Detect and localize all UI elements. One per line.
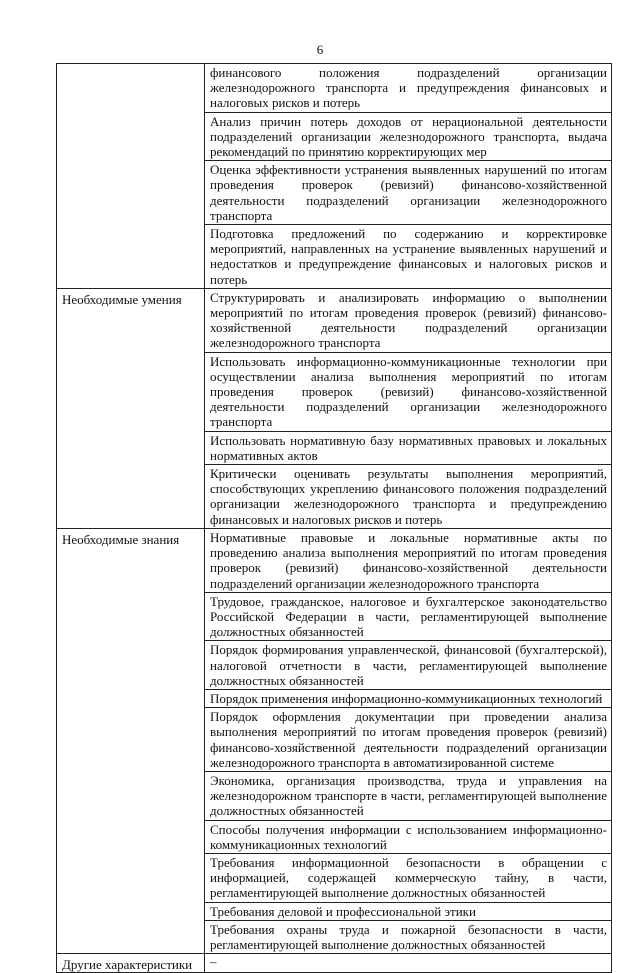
row-items xyxy=(205,288,612,528)
list-item: Трудовое, гражданское, налоговое и бухгалтерское законодательство Российской Федерации в части, регламентирующей выполнение должностных обязанностей xyxy=(205,592,611,641)
list-item: Использовать информационно-коммуникационные технологии при осуществлении анализа выполнения мероприятий по итогам проведения проверок (ревизий) финансово-хозяйственной деятельности подразделений организации железнодорожного транспорта xyxy=(205,352,611,431)
table-row xyxy=(57,288,612,528)
list-item: Способы получения информации с использованием информационно-коммуникационных технологий xyxy=(205,820,611,853)
table-row xyxy=(57,528,612,953)
row-label: Необходимые умения xyxy=(57,288,205,528)
table-row xyxy=(57,954,612,973)
list-item: Анализ причин потерь доходов от нерациональной деятельности подразделений организации железнодорожного транспорта, выдача рекомендаций по принятию корректирующих мер xyxy=(205,112,611,161)
row-label: Другие характеристики xyxy=(57,954,205,973)
list-item: Требования информационной безопасности в обращении с информацией, содержащей коммерческую тайну, в части, регламентирующей выполнение должностных обязанностей xyxy=(205,853,611,902)
list-item: Требования деловой и профессиональной этики xyxy=(205,902,611,920)
list-item: Требования охраны труда и пожарной безопасности в части, регламентирующей выполнение должностных обязанностей xyxy=(205,920,611,953)
list-item: Экономика, организация производства, труда и управления на железнодорожном транспорте в части, регламентирующей выполнение должностных обязанностей xyxy=(205,771,611,820)
row-label xyxy=(57,64,205,289)
list-item: Подготовка предложений по содержанию и корректировке мероприятий, направленных на устранение выявленных нарушений и недостатков и предупреждение финансовых и налоговых рисков и потерь xyxy=(205,224,611,288)
list-item: Использовать нормативную базу нормативных правовых и локальных нормативных актов xyxy=(205,431,611,464)
list-item: финансового положения подразделений организации железнодорожного транспорта и предупреждения финансовых и налоговых рисков и потерь xyxy=(210,65,607,111)
row-label: Необходимые знания xyxy=(57,528,205,953)
list-item: Структурировать и анализировать информацию о выполнении мероприятий по итогам проведения проверок (ревизий) финансово-хозяйственной деятельности подразделений организации железнодорожного транспорта xyxy=(210,289,607,351)
table-row xyxy=(57,64,612,289)
row-value: – xyxy=(205,954,612,973)
list-item: Критически оценивать результаты выполнения мероприятий, способствующих укреплению финансового положения подразделений организации железнодорожного транспорта и предупреждению финансовых и налоговых рисков и потерь xyxy=(205,464,611,528)
list-item: Оценка эффективности устранения выявленных нарушений по итогам проведения проверок (ревизий) финансово-хозяйственной деятельности подразделений организации железнодорожного транспорта xyxy=(205,160,611,224)
list-item: Порядок оформления документации при проведении анализа выполнения мероприятий по итогам проведения проверок (ревизий) финансово-хозяйственной деятельности подразделений организации железнодорожного транспорта в автоматизированной системе xyxy=(205,707,611,771)
competency-table xyxy=(56,63,612,973)
list-item: Нормативные правовые и локальные нормативные акты по проведению анализа выполнения мероприятий по итогам проведения проверок (ревизий) финансово-хозяйственной деятельности подразделений организации железнодорожного транспорта xyxy=(210,529,607,591)
page-number: 6 xyxy=(316,42,324,57)
list-item: Порядок применения информационно-коммуникационных технологий xyxy=(205,689,611,707)
list-item: Порядок формирования управленческой, финансовой (бухгалтерской), налоговой отчетности в части, регламентирующей выполнение должностных обязанностей xyxy=(205,640,611,689)
row-items xyxy=(205,64,612,289)
row-items xyxy=(205,528,612,953)
